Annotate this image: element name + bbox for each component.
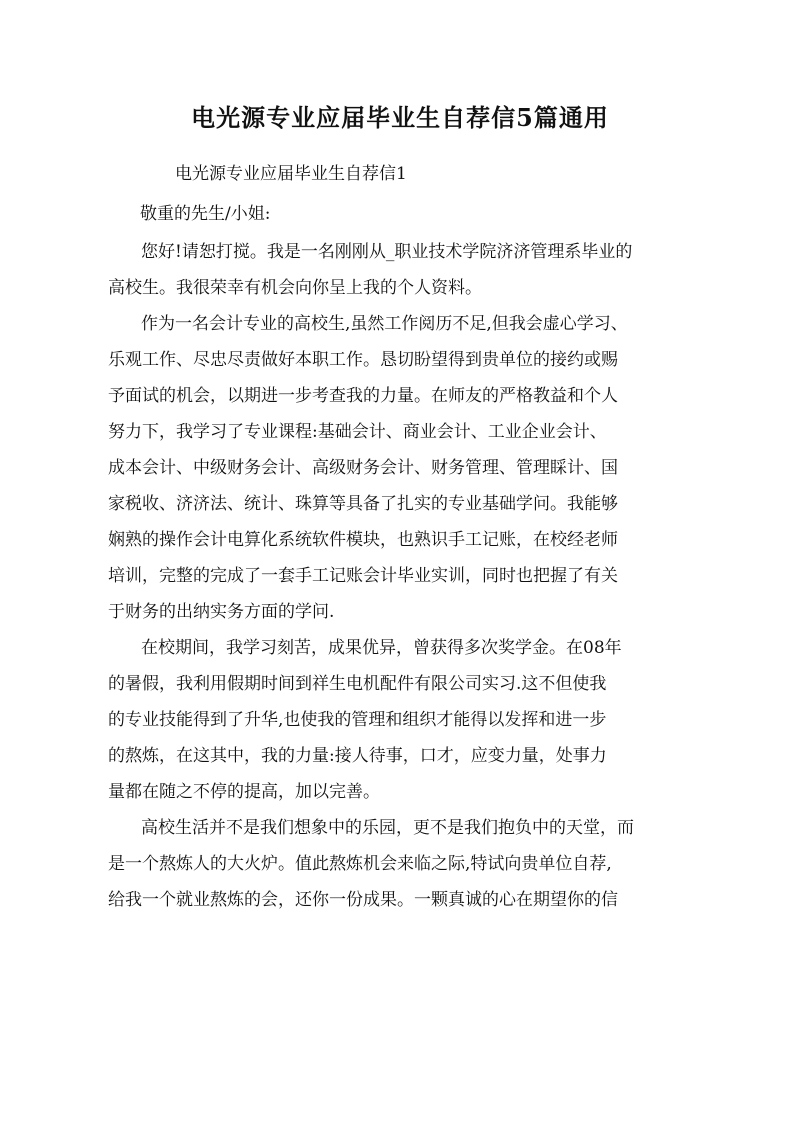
paragraph-line: 娴熟的操作会计电算化系统软件模块，也熟识手工记账，在校经老师: [108, 530, 618, 550]
paragraph-line: 的暑假，我利用假期时间到祥生电机配件有限公司实习.这不但使我: [108, 674, 607, 694]
paragraph-line: 予面试的机会，以期进一步考查我的力量。在师友的严格教益和个人: [108, 386, 618, 406]
paragraph-3: [108, 630, 686, 810]
paragraph-line: 高校生活并不是我们想象中的乐园，更不是我们抱负中的天堂，而: [141, 818, 634, 838]
paragraph-4: [108, 810, 686, 918]
paragraph-line: 培训，完整的完成了一套手工记账会计毕业实训，同时也把握了有关: [108, 566, 618, 586]
paragraph-2: [108, 306, 686, 630]
paragraph-line: 的熬炼，在这其中，我的力量:接人待事，口才，应变力量，处事力: [108, 746, 607, 766]
paragraph-line: 的专业技能得到了升华,也使我的管理和组织才能得以发挥和进一步: [108, 710, 607, 730]
paragraph-line: 于财务的出纳实务方面的学问.: [108, 602, 335, 622]
paragraph-line: 努力下，我学习了专业课程:基础会计、商业会计、工业企业会计、: [108, 422, 607, 442]
paragraph-line: 家税收、济济法、统计、珠算等具备了扎实的专业基础学问。我能够: [108, 494, 618, 514]
salutation: 敬重的先生/小姐:: [140, 204, 271, 224]
paragraph-line: 成本会计、中级财务会计、高级财务会计、财务管理、管理睬计、国: [108, 458, 618, 478]
paragraph-line: 作为一名会计专业的高校生,虽然工作阅历不足,但我会虚心学习、: [141, 314, 628, 334]
letter-subtitle: 电光源专业应届毕业生自荐信1: [175, 164, 407, 184]
paragraph-line: 给我一个就业熬炼的会，还你一份成果。一颗真诚的心在期望你的信: [108, 890, 618, 910]
document-title: 电光源专业应届毕业生自荐信5篇通用: [191, 103, 609, 132]
paragraph-line: 乐观工作、尽忠尽责做好本职工作。恳切盼望得到贵单位的接约或赐: [108, 350, 618, 370]
letter-body: [108, 234, 686, 918]
paragraph-line: 在校期间，我学习刻苦，成果优异，曾获得多次奖学金。在08年: [141, 638, 622, 658]
paragraph-line: 高校生。我很荣幸有机会向你呈上我的个人资料。: [108, 278, 482, 298]
paragraph-line: 是一个熬炼人的大火炉。值此熬炼机会来临之际,特试向贵单位自荐,: [108, 854, 612, 874]
paragraph-1: [108, 234, 686, 306]
paragraph-line: 量都在随之不停的提高，加以完善。: [108, 782, 380, 802]
paragraph-line: 您好!请恕打搅。我是一名刚刚从_职业技术学院济济管理系毕业的: [141, 242, 633, 262]
